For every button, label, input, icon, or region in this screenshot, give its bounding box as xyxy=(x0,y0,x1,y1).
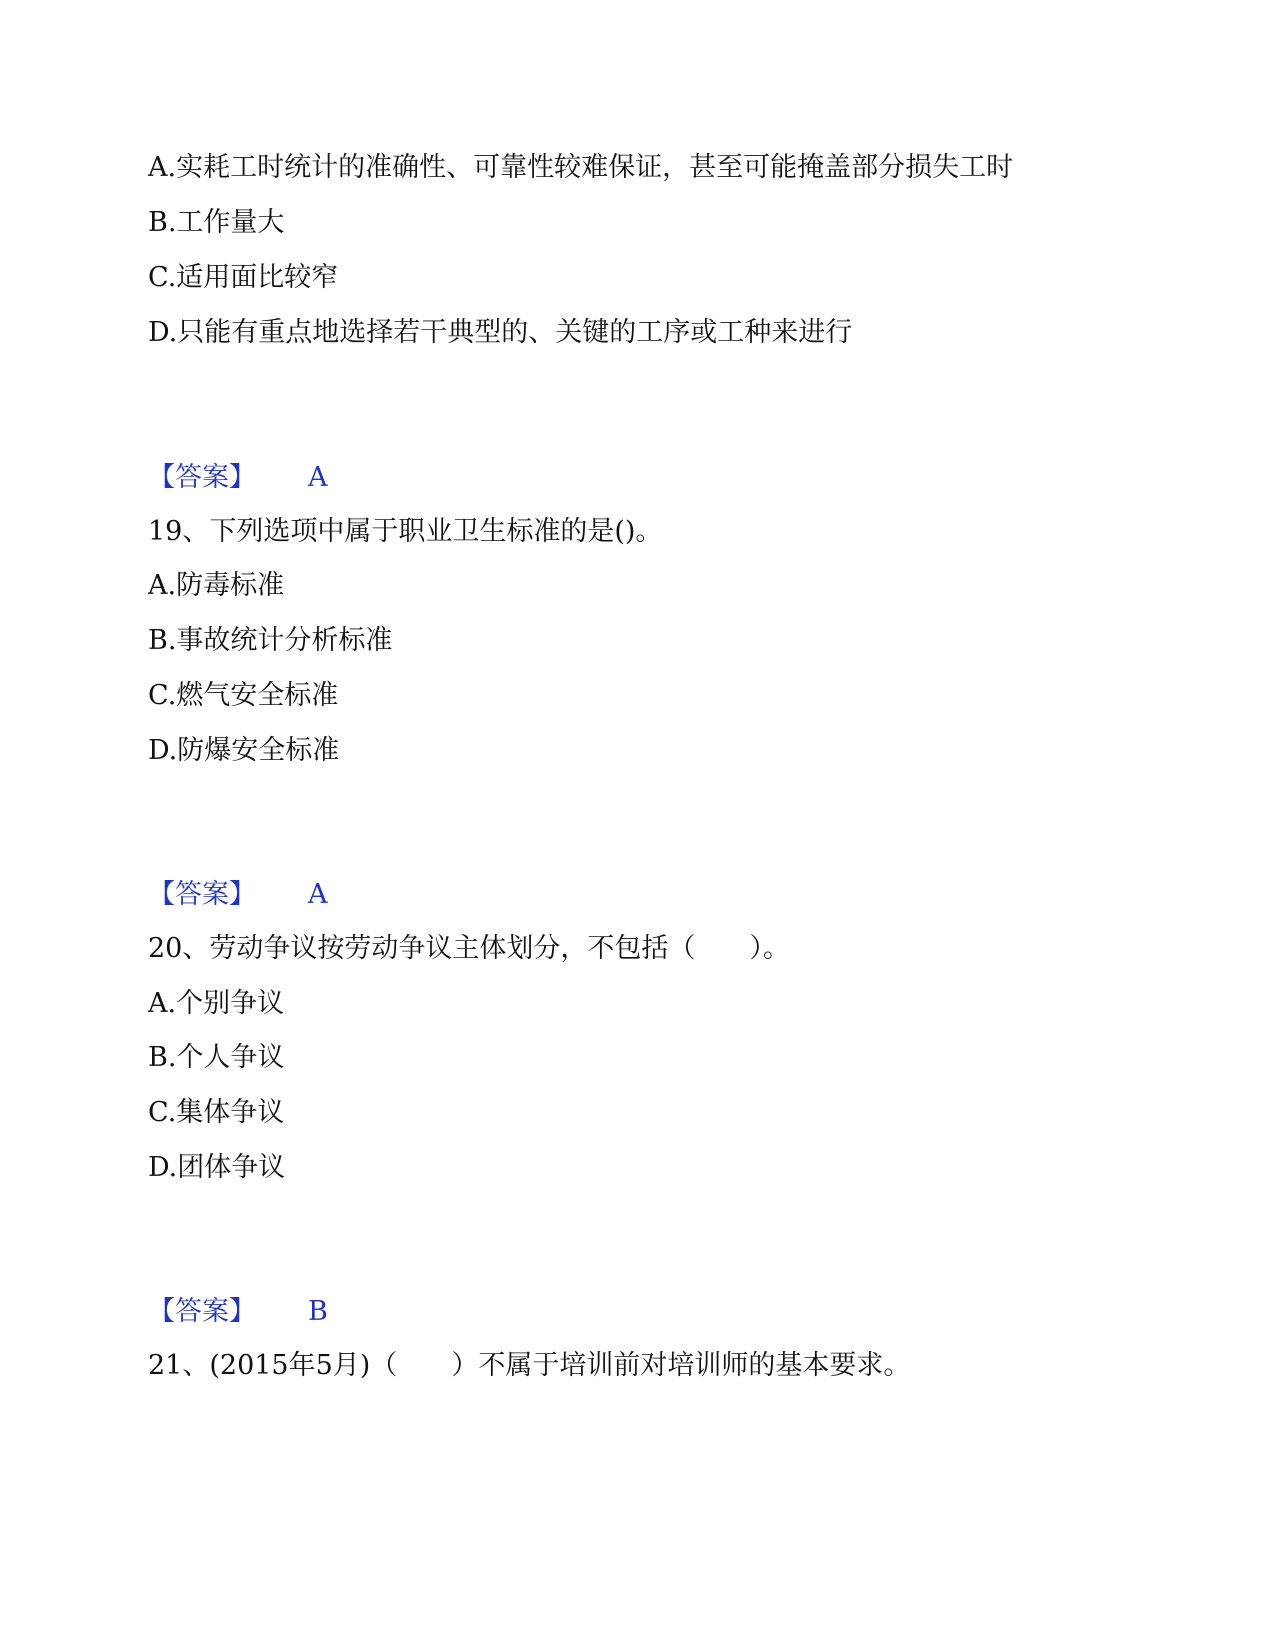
q21-question: 21、(2015年5月)（ ）不属于培训前对培训师的基本要求。 xyxy=(148,1350,911,1381)
q18-option-d: D.只能有重点地选择若干典型的、关键的工序或工种来进行 xyxy=(148,317,853,348)
q19-option-a: A.防毒标准 xyxy=(148,570,285,601)
q18-option-b: B.工作量大 xyxy=(148,207,285,238)
q20-question: 20、劳动争议按劳动争议主体划分，不包括（ ）。 xyxy=(148,933,790,964)
q19-option-d: D.防爆安全标准 xyxy=(148,735,340,766)
q20-option-a: A.个别争议 xyxy=(148,988,285,1019)
q18-answer xyxy=(148,460,328,496)
answer-value: A xyxy=(308,462,328,493)
q19-answer xyxy=(148,877,328,913)
q18-option-c: C.适用面比较窄 xyxy=(148,262,339,293)
q19-question: 19、下列选项中属于职业卫生标准的是()。 xyxy=(148,516,663,547)
answer-label: 【答案】 xyxy=(148,462,256,493)
q19-option-c: C.燃气安全标准 xyxy=(148,680,339,711)
q20-option-d: D.团体争议 xyxy=(148,1152,286,1183)
q20-option-c: C.集体争议 xyxy=(148,1097,285,1128)
answer-value: A xyxy=(308,879,328,910)
answer-value: B xyxy=(308,1296,328,1327)
q18-option-a: A.实耗工时统计的准确性、可靠性较难保证，甚至可能掩盖部分损失工时 xyxy=(148,152,1014,183)
q19-option-b: B.事故统计分析标准 xyxy=(148,625,393,656)
answer-label: 【答案】 xyxy=(148,879,256,910)
answer-label: 【答案】 xyxy=(148,1296,256,1327)
q20-option-b: B.个人争议 xyxy=(148,1042,285,1073)
q20-answer xyxy=(148,1294,328,1330)
